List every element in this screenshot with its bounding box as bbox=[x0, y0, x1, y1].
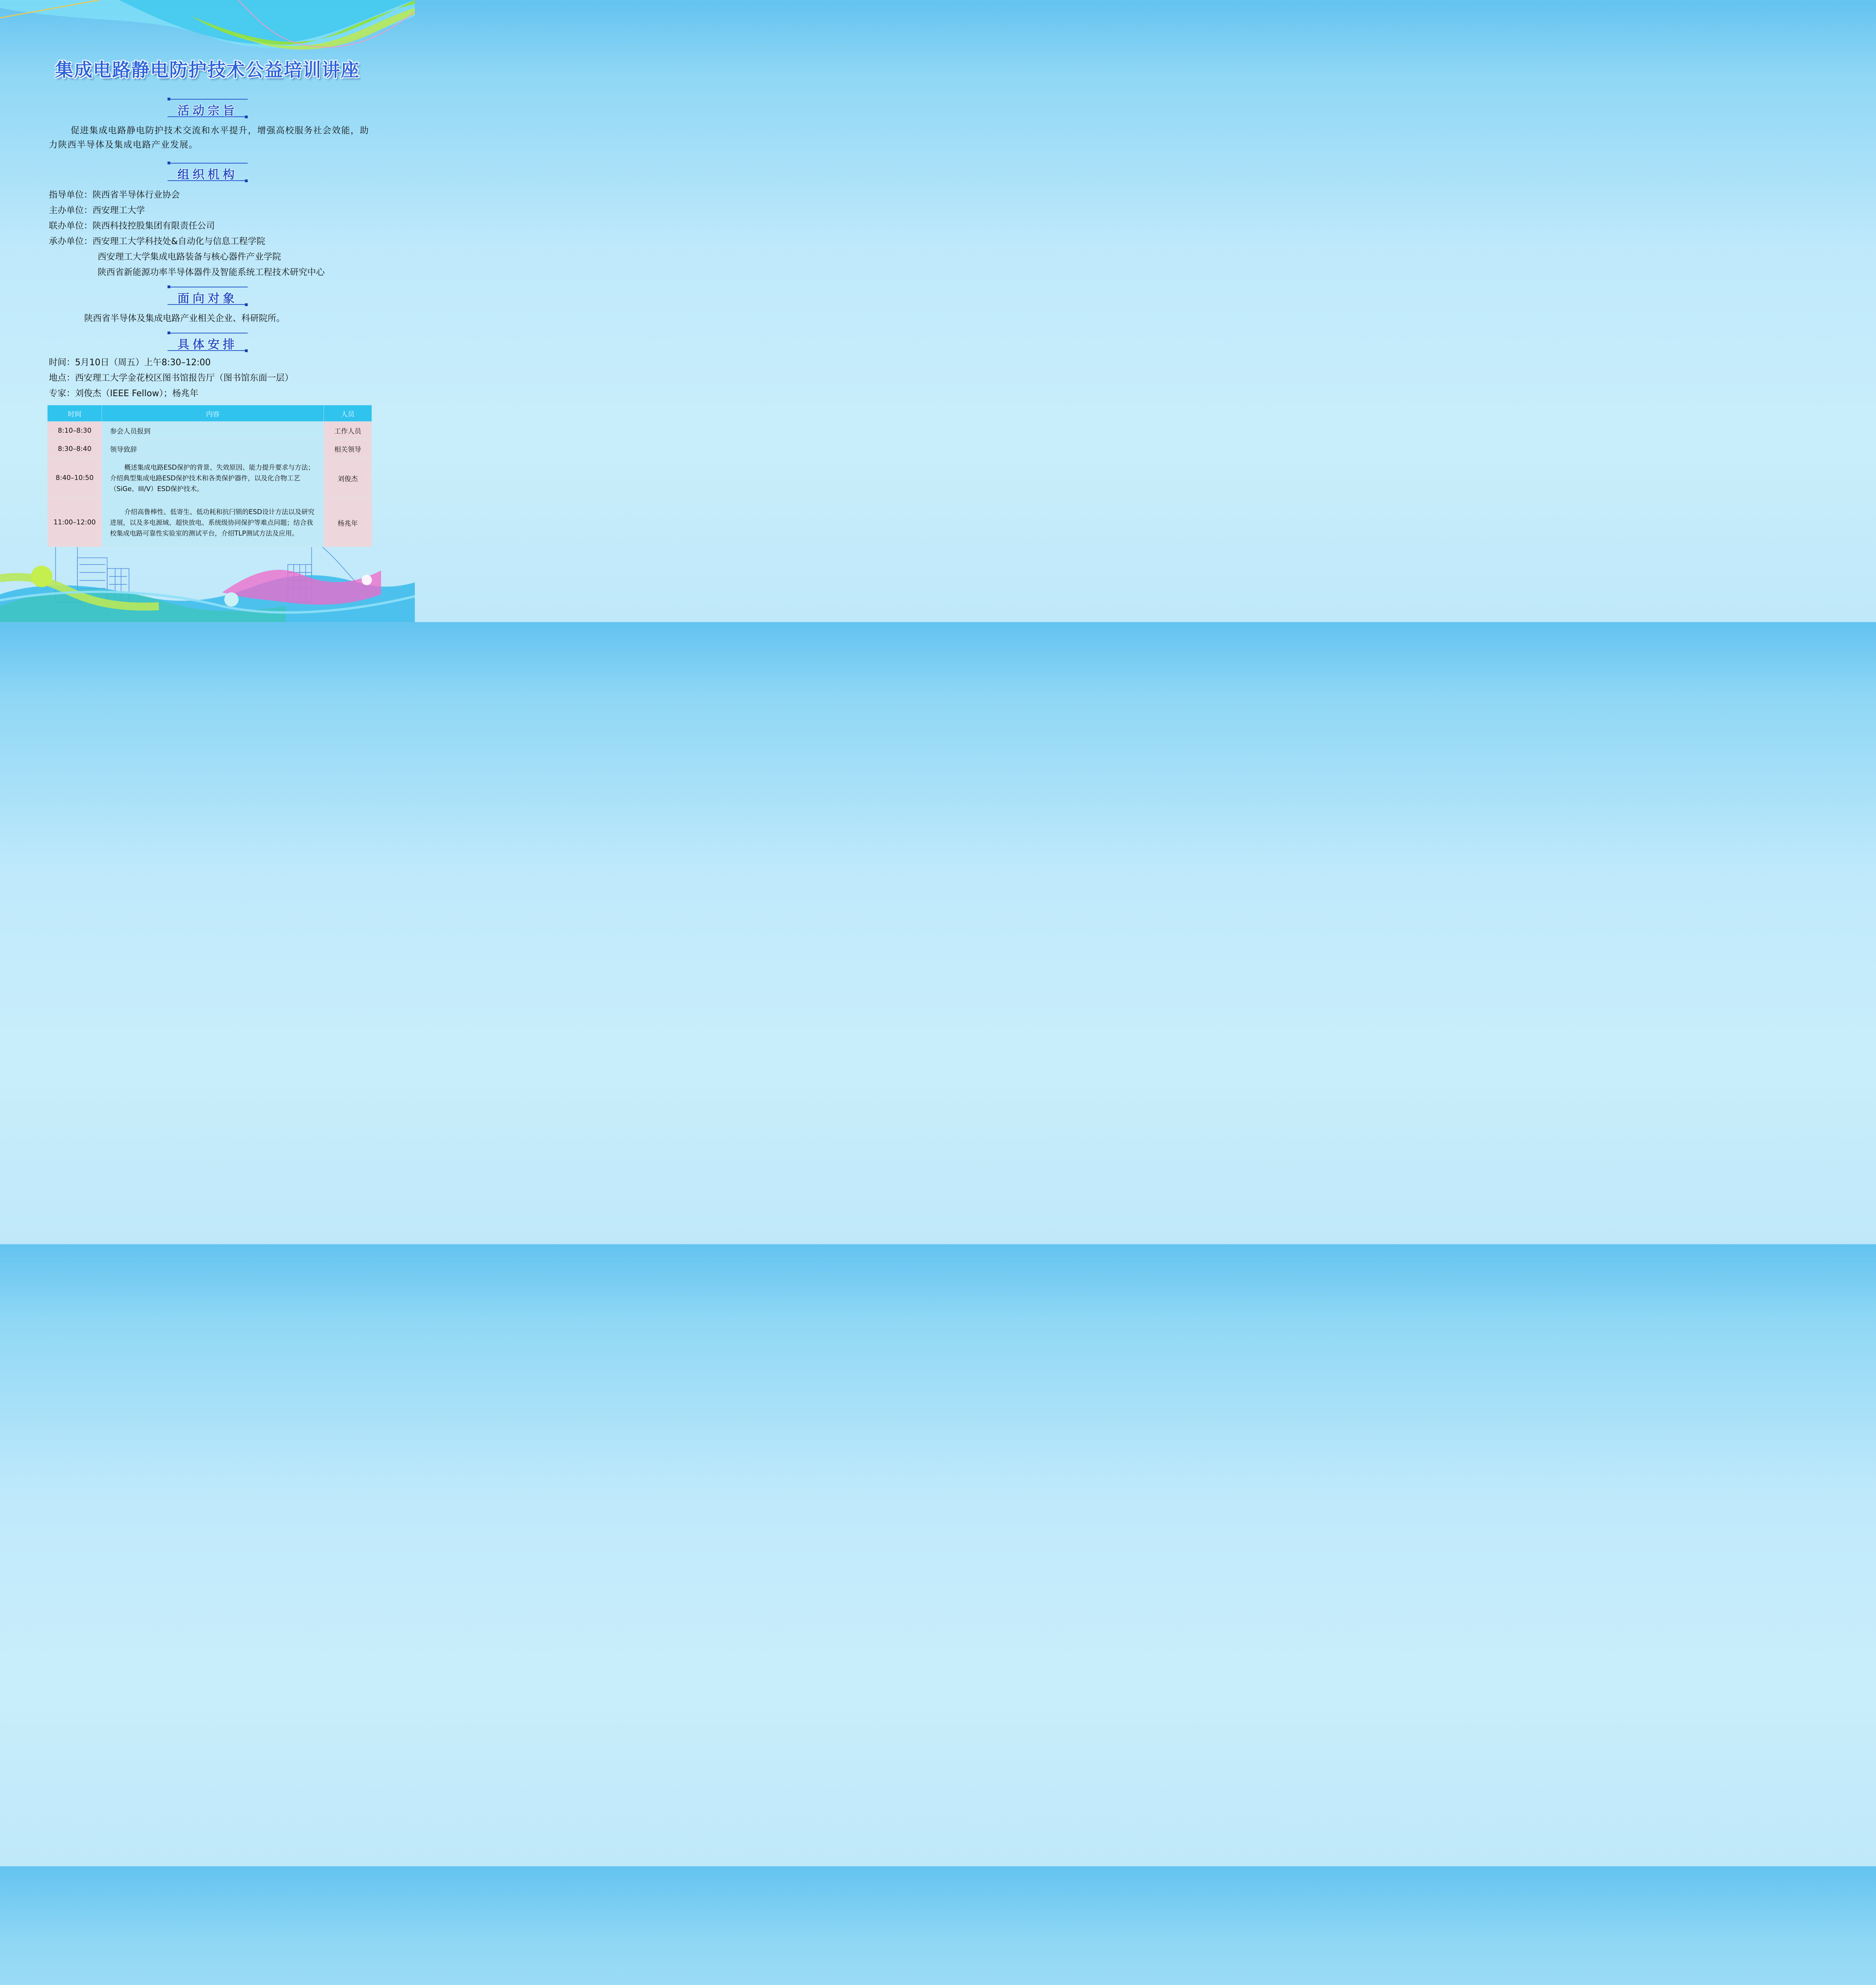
section-schedule-title: 具体安排 bbox=[177, 338, 238, 352]
org-organizer-unit: 承办单位：西安理工大学科技处&自动化与信息工程学院 bbox=[49, 237, 266, 247]
section-heading-organization bbox=[168, 163, 248, 181]
table-row bbox=[48, 498, 372, 547]
section-heading-purpose bbox=[168, 99, 248, 117]
schedule-experts: 专家：刘俊杰（IEEE Fellow）；杨兆年 bbox=[49, 389, 198, 399]
schedule-table bbox=[47, 405, 372, 547]
section-organization-title: 组织机构 bbox=[177, 168, 238, 182]
header-content: 内容 bbox=[102, 405, 324, 422]
org-guiding-unit: 指导单位：陕西省半导体行业协会 bbox=[49, 190, 180, 200]
table-row bbox=[48, 458, 372, 498]
section-heading-schedule bbox=[168, 333, 248, 351]
org-co-host-unit: 联办单位：陕西科技控股集团有限责任公司 bbox=[49, 221, 215, 231]
section-heading-audience bbox=[168, 287, 248, 305]
row-content: 领导致辞 bbox=[102, 440, 324, 458]
row-person: 杨兆年 bbox=[324, 498, 372, 547]
row-time: 8:40–10:50 bbox=[48, 458, 102, 498]
table-header-row bbox=[48, 405, 372, 422]
header-person: 人员 bbox=[324, 405, 372, 422]
schedule-location: 地点：西安理工大学金花校区图书馆报告厅（图书馆东面一层） bbox=[49, 373, 294, 383]
table-row bbox=[48, 422, 372, 440]
table-row bbox=[48, 440, 372, 458]
row-person: 相关领导 bbox=[324, 440, 372, 458]
audience-text: 陕西省半导体及集成电路产业相关企业、科研院所。 bbox=[84, 314, 285, 324]
row-time: 11:00–12:00 bbox=[48, 498, 102, 547]
row-time: 8:30–8:40 bbox=[48, 440, 102, 458]
section-purpose-title: 活动宗旨 bbox=[177, 104, 238, 118]
row-person: 刘俊杰 bbox=[324, 458, 372, 498]
org-host-unit: 主办单位：西安理工大学 bbox=[49, 206, 145, 216]
row-content: 介绍高鲁棒性、低寄生、低功耗和抗闩锁的ESD设计方法以及研究进展，以及多电源域、超快放电、系统级协同保护等难点问题；结合我校集成电路可靠性实验室的测试平台，介绍TLP测试方法及应用。 bbox=[102, 498, 324, 547]
org-organizer-unit-3: 陕西省新能源功率半导体器件及智能系统工程技术研究中心 bbox=[98, 268, 325, 278]
top-wave-decoration bbox=[0, 0, 415, 64]
header-time: 时间 bbox=[48, 405, 102, 422]
org-organizer-unit-2: 西安理工大学集成电路装备与核心器件产业学院 bbox=[98, 252, 281, 262]
poster-title: 集成电路静电防护技术公益培训讲座 bbox=[55, 59, 360, 81]
row-content: 参会人员报到 bbox=[102, 422, 324, 440]
schedule-time: 时间：5月10日（周五）上午8:30–12:00 bbox=[49, 358, 211, 368]
row-time: 8:10–8:30 bbox=[48, 422, 102, 440]
row-content: 概述集成电路ESD保护的背景、失效原因、能力提升要求与方法；介绍典型集成电路ESD保护技术和各类保护器件，以及化合物工艺（SiGe、III/V）ESD保护技术。 bbox=[102, 458, 324, 498]
purpose-text: 促进集成电路静电防护技术交流和水平提升，增强高校服务社会效能，助力陕西半导体及集成电路产业发展。 bbox=[49, 126, 370, 150]
section-audience-title: 面向对象 bbox=[177, 292, 238, 306]
row-person: 工作人员 bbox=[324, 422, 372, 440]
